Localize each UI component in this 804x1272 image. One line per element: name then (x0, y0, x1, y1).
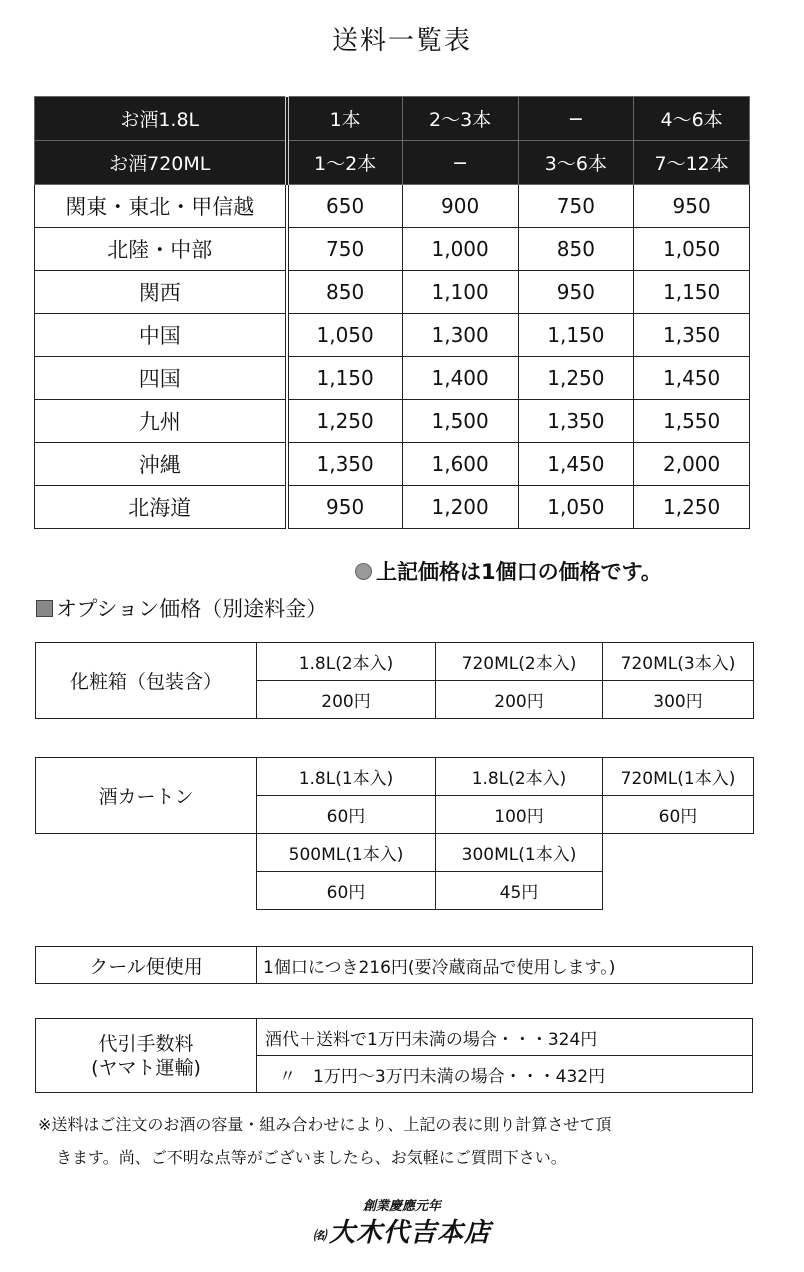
header-cell: 4〜6本 (634, 97, 750, 141)
table-row (35, 443, 750, 486)
footnote (38, 1108, 768, 1174)
price-cell: 1,050 (518, 486, 634, 529)
cod-line-2: 〃 1万円〜3万円未満の場合・・・432円 (257, 1056, 753, 1093)
logo-tagline: 創業慶應元年 (362, 1199, 441, 1214)
price-cell: 1,200 (402, 486, 518, 529)
table-row (36, 643, 754, 681)
price-cell: 1,050 (634, 228, 750, 271)
table-row (35, 486, 750, 529)
store-logo (0, 1212, 804, 1249)
price-cell: 850 (287, 271, 403, 314)
cod-label-line2: (ヤマト運輸) (91, 1056, 201, 1079)
price-cell: 1,550 (634, 400, 750, 443)
option-price-cell: 200円 (257, 681, 436, 719)
price-cell: 1,250 (634, 486, 750, 529)
header-label: お酒720ML (35, 141, 287, 185)
region-cell: 北陸・中部 (35, 228, 287, 271)
price-cell: 900 (402, 185, 518, 228)
table-row (35, 185, 750, 228)
gift-box-label: 化粧箱（包装含） (36, 643, 257, 719)
price-cell: 1,150 (518, 314, 634, 357)
price-cell: 950 (287, 486, 403, 529)
cool-text: 1個口につき216円(要冷蔵商品で使用します。) (257, 947, 753, 984)
table-row (35, 314, 750, 357)
option-price-cell: 60円 (257, 796, 436, 834)
table-row (36, 947, 753, 984)
option-price-cell: 60円 (603, 796, 754, 834)
option-price-cell: 200円 (436, 681, 603, 719)
price-cell: 1,250 (518, 357, 634, 400)
option-price-cell: 60円 (257, 872, 436, 910)
price-cell: 1,450 (518, 443, 634, 486)
cool-delivery-table (35, 946, 753, 984)
option-name-cell: 300ML(1本入) (436, 834, 603, 872)
price-cell: 1,100 (402, 271, 518, 314)
price-cell: 850 (518, 228, 634, 271)
price-cell: 1,350 (287, 443, 403, 486)
price-cell: 1,250 (287, 400, 403, 443)
table-row (36, 758, 754, 796)
option-name-cell: 500ML(1本入) (257, 834, 436, 872)
cod-label (36, 1019, 257, 1093)
region-cell: 中国 (35, 314, 287, 357)
header-cell: 1本 (287, 97, 403, 141)
price-cell: 1,600 (402, 443, 518, 486)
region-cell: 関西 (35, 271, 287, 314)
table-row (35, 271, 750, 314)
option-title-text: オプション価格（別途料金） (56, 597, 328, 621)
header-cell: − (518, 97, 634, 141)
option-name-cell: 720ML(2本入) (436, 643, 603, 681)
price-note-text: 上記価格は1個口の価格です。 (376, 560, 662, 584)
price-cell: 750 (287, 228, 403, 271)
option-name-cell: 1.8L(2本入) (436, 758, 603, 796)
empty-cell (36, 872, 257, 910)
carton-label: 酒カートン (36, 758, 257, 834)
region-cell: 北海道 (35, 486, 287, 529)
region-cell: 九州 (35, 400, 287, 443)
option-name-cell: 720ML(1本入) (603, 758, 754, 796)
price-cell: 950 (634, 185, 750, 228)
header-cell: 1〜2本 (287, 141, 403, 185)
price-cell: 2,000 (634, 443, 750, 486)
price-cell: 1,450 (634, 357, 750, 400)
table-row (35, 357, 750, 400)
table-row (36, 834, 754, 872)
price-cell: 1,350 (634, 314, 750, 357)
logo-name: 大木代吉本店 (329, 1218, 492, 1248)
price-cell: 1,400 (402, 357, 518, 400)
price-cell: 1,150 (287, 357, 403, 400)
square-bullet-icon (36, 600, 53, 617)
cod-fee-table (35, 1018, 753, 1093)
header-row-1800ml (35, 97, 750, 141)
price-note (355, 556, 662, 586)
option-price-cell: 300円 (603, 681, 754, 719)
cool-label: クール便使用 (36, 947, 257, 984)
price-cell: 750 (518, 185, 634, 228)
region-cell: 四国 (35, 357, 287, 400)
cod-line-1: 酒代＋送料で1万円未満の場合・・・324円 (257, 1019, 753, 1056)
price-cell: 950 (518, 271, 634, 314)
logo-prefix: ㈴ (312, 1228, 327, 1244)
header-cell: − (402, 141, 518, 185)
option-section-title (36, 593, 327, 623)
table-row (35, 400, 750, 443)
page-title: 送料一覧表 (331, 26, 472, 56)
price-cell: 650 (287, 185, 403, 228)
header-row-720ml (35, 141, 750, 185)
circle-bullet-icon (355, 563, 372, 580)
cod-label-line1: 代引手数料 (98, 1032, 194, 1055)
empty-cell (603, 834, 754, 872)
price-cell: 1,150 (634, 271, 750, 314)
header-cell: 3〜6本 (518, 141, 634, 185)
price-cell: 1,050 (287, 314, 403, 357)
option-name-cell: 1.8L(2本入) (257, 643, 436, 681)
price-cell: 1,350 (518, 400, 634, 443)
option-price-cell: 45円 (436, 872, 603, 910)
price-cell: 1,000 (402, 228, 518, 271)
option-price-cell: 100円 (436, 796, 603, 834)
table-row (36, 1019, 753, 1056)
table-row (35, 228, 750, 271)
carton-table (35, 757, 754, 910)
header-cell: 7〜12本 (634, 141, 750, 185)
option-name-cell: 720ML(3本入) (603, 643, 754, 681)
footnote-line-2: きます。尚、ご不明な点等がございましたら、お気軽にご質問下さい。 (56, 1148, 567, 1167)
header-cell: 2〜3本 (402, 97, 518, 141)
price-cell: 1,300 (402, 314, 518, 357)
empty-cell (36, 834, 257, 872)
table-row (36, 872, 754, 910)
option-name-cell: 1.8L(1本入) (257, 758, 436, 796)
region-cell: 関東・東北・甲信越 (35, 185, 287, 228)
footnote-line-1: ※送料はご注文のお酒の容量・組み合わせにより、上記の表に則り計算させて頂 (38, 1115, 612, 1134)
header-label: お酒1.8L (35, 97, 287, 141)
region-cell: 沖縄 (35, 443, 287, 486)
empty-cell (603, 872, 754, 910)
price-cell: 1,500 (402, 400, 518, 443)
gift-box-table (35, 642, 754, 719)
shipping-table (34, 96, 750, 529)
